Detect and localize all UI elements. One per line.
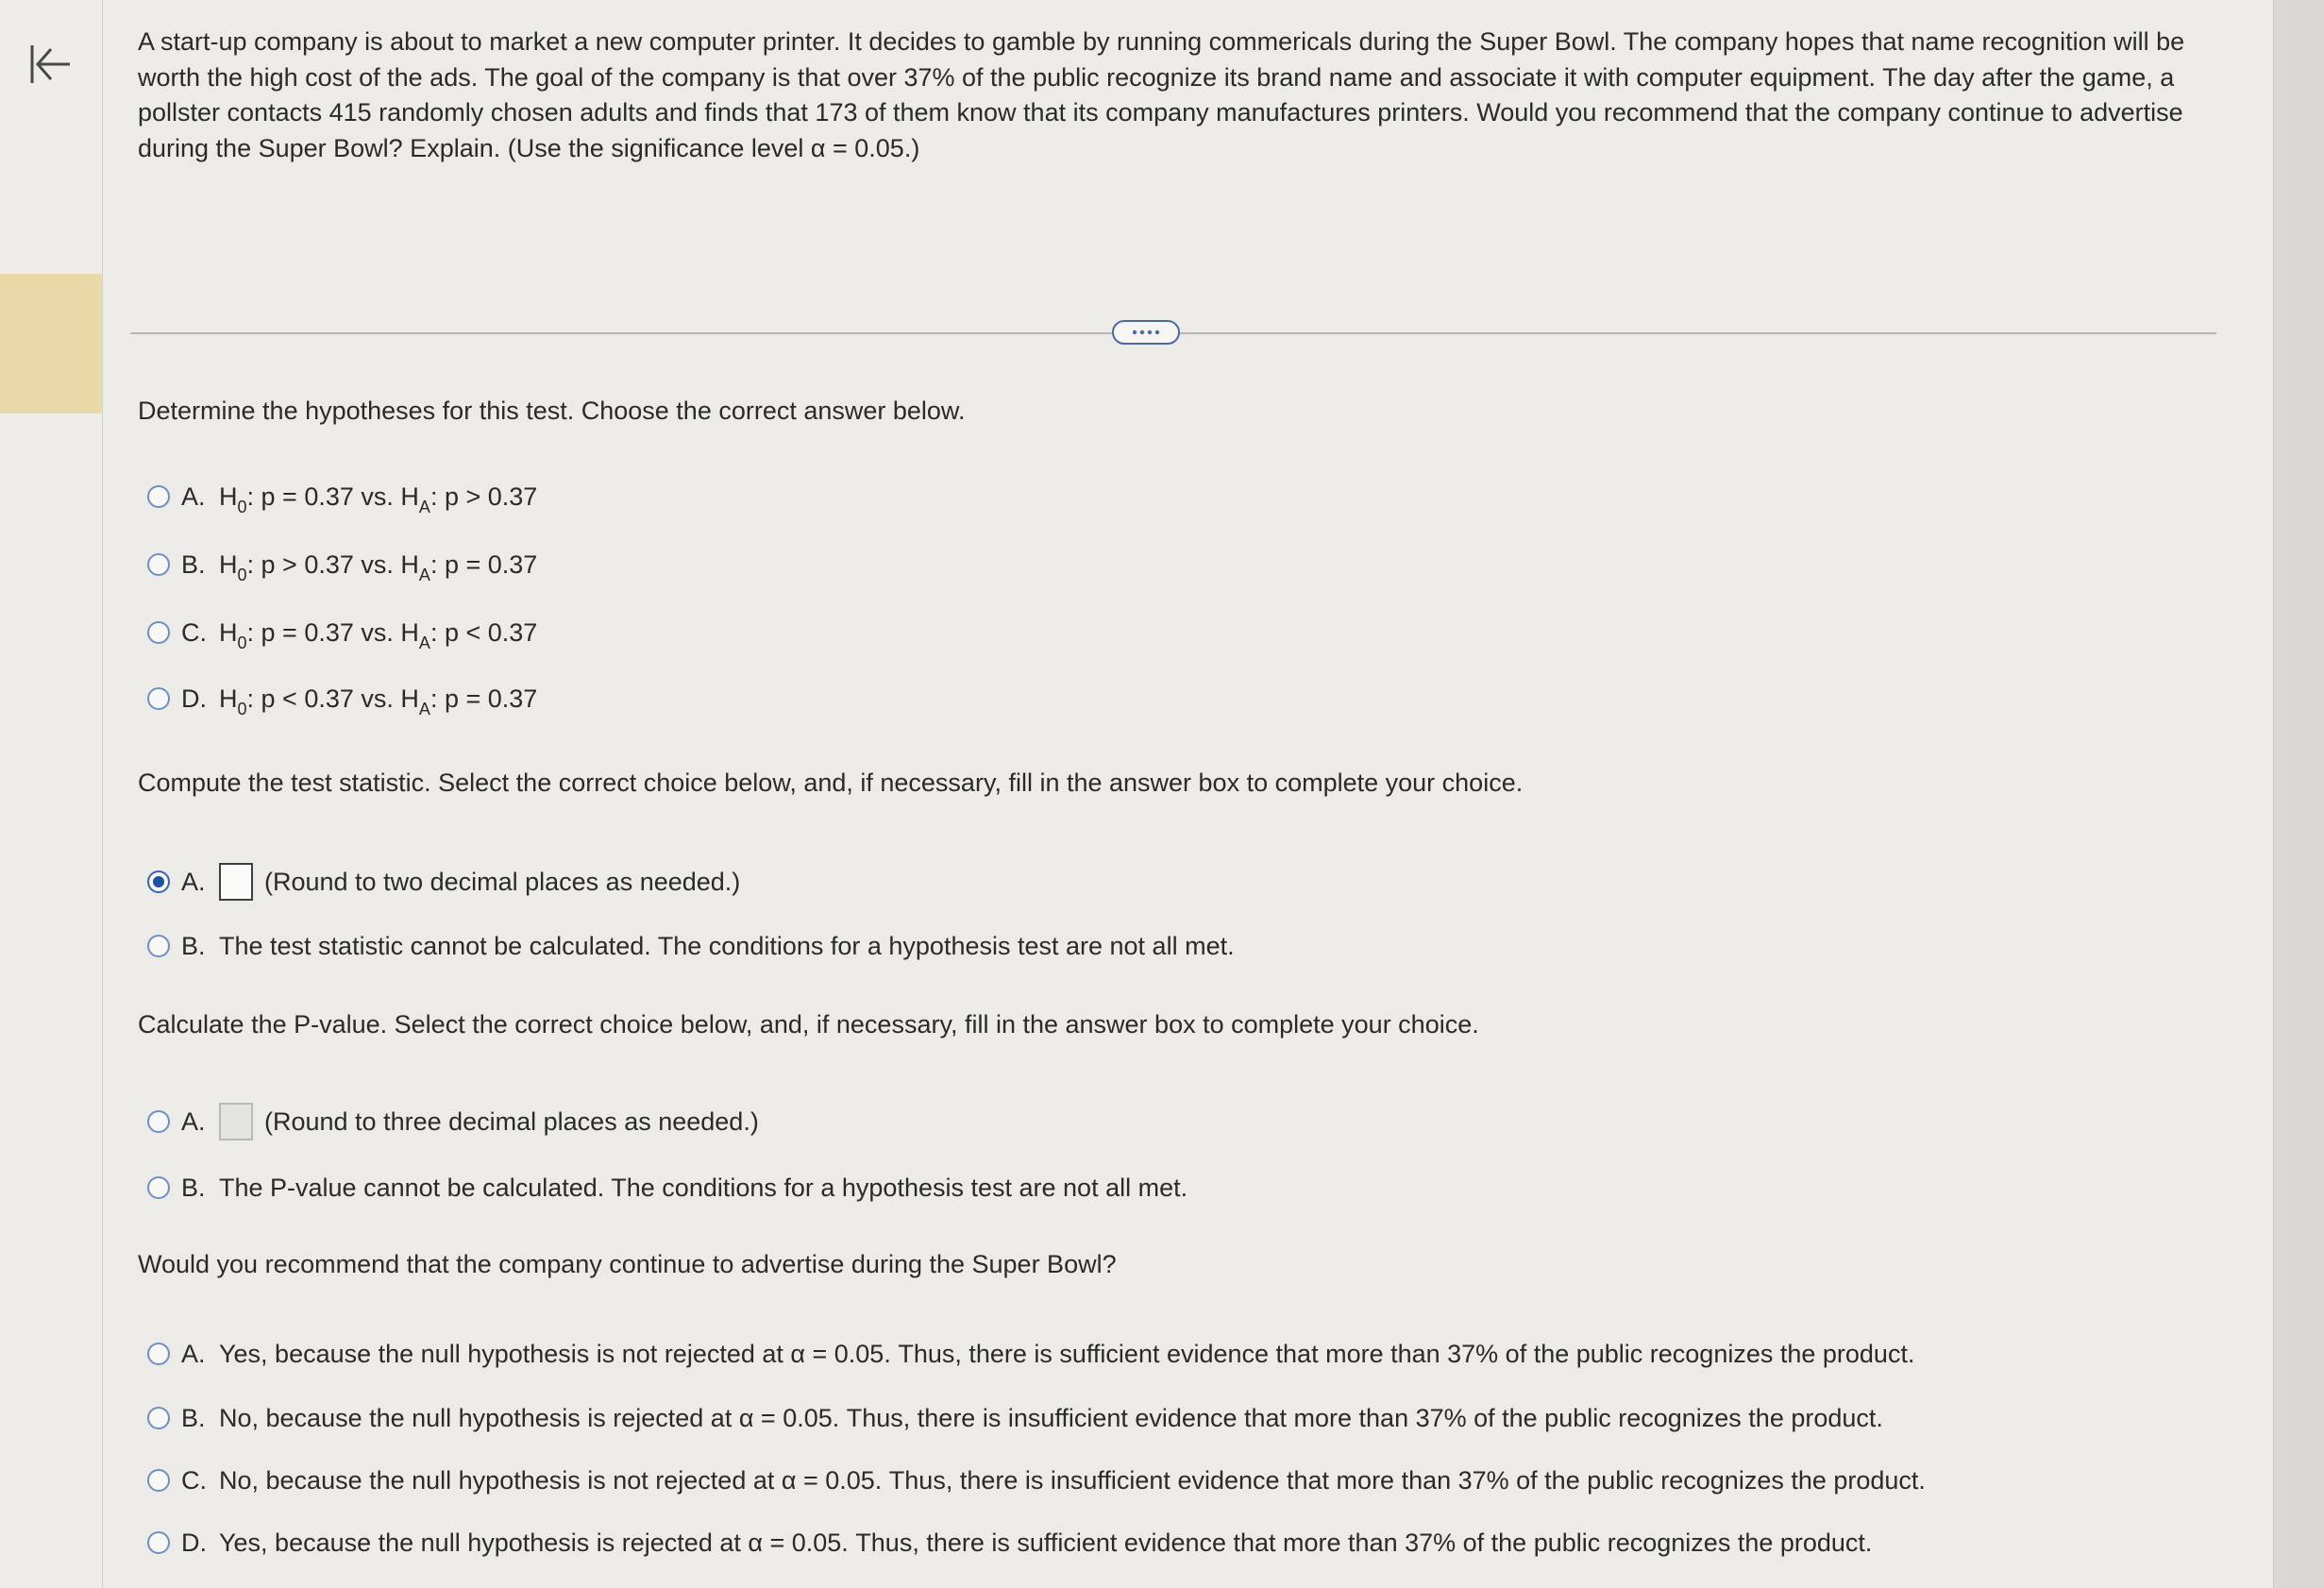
radio-button[interactable]: [147, 935, 170, 957]
option-text: Yes, because the null hypothesis is rejected at α = 0.05. Thus, there is sufficient evidence that more than 37% of the public recognizes the product.: [219, 1528, 1873, 1557]
h0-subscript: 0: [237, 633, 247, 652]
q1-option-b[interactable]: [147, 546, 537, 583]
question-content: [138, 0, 2243, 1588]
radio-button[interactable]: [147, 621, 170, 644]
q4-option-b[interactable]: [147, 1399, 1883, 1437]
ha-symbol: H: [400, 481, 419, 511]
ha-value: p > 0.37: [444, 481, 538, 511]
q4-option-c[interactable]: [147, 1461, 1926, 1499]
h0-symbol: H: [219, 481, 238, 511]
h0-symbol: H: [219, 549, 238, 579]
radio-button[interactable]: [147, 1407, 170, 1429]
q2-prompt: Compute the test statistic. Select the correct choice below, and, if necessary, fill in the answer box to complete your choice.: [138, 769, 1524, 797]
option-text: (Round to two decimal places as needed.): [264, 867, 741, 896]
option-letter: A.: [181, 1339, 206, 1368]
q2-option-a[interactable]: [147, 863, 740, 901]
option-letter: B.: [181, 549, 206, 579]
expand-more-button[interactable]: [1112, 320, 1180, 345]
option-text: $H_0$: p > 0.37 vs. $H_A$: p = 0.37: [219, 549, 538, 584]
option-text: $H_0$: p = 0.37 vs. $H_A$: p < 0.37: [219, 617, 538, 652]
q1-prompt: Determine the hypotheses for this test. Choose the correct answer below.: [138, 397, 966, 425]
ha-value: p < 0.37: [444, 617, 538, 647]
radio-button-selected[interactable]: [147, 870, 170, 893]
option-text: $H_0$: p = 0.37 vs. $H_A$: p > 0.37: [219, 481, 538, 516]
ha-subscript: A: [418, 633, 430, 652]
vs-text: vs.: [361, 684, 394, 713]
q4-option-d[interactable]: [147, 1524, 1872, 1562]
ha-subscript: A: [418, 497, 430, 516]
h0-subscript: 0: [237, 497, 247, 516]
radio-button[interactable]: [147, 553, 170, 576]
option-letter: B.: [181, 1173, 206, 1202]
h0-value: p = 0.37: [261, 617, 354, 647]
option-letter: B.: [181, 931, 206, 960]
option-text: $H_0$: p < 0.37 vs. $H_A$: p = 0.37: [219, 684, 538, 718]
q3-option-b[interactable]: [147, 1169, 1187, 1207]
ha-value: p = 0.37: [444, 549, 538, 579]
test-statistic-answer-box[interactable]: [219, 863, 253, 901]
option-text: No, because the null hypothesis is not rejected at α = 0.05. Thus, there is insufficient evidence that more than 37% of the public recognizes the product.: [219, 1465, 1926, 1495]
ellipsis-icon: [1114, 322, 1178, 343]
ha-symbol: H: [400, 684, 419, 713]
radio-button[interactable]: [147, 485, 170, 508]
option-text: No, because the null hypothesis is rejected at α = 0.05. Thus, there is insufficient evidence that more than 37% of the public recognizes the product.: [219, 1403, 1883, 1432]
vs-text: vs.: [361, 481, 394, 511]
option-letter: A.: [181, 1107, 206, 1136]
option-letter: B.: [181, 1403, 206, 1432]
q1-option-a[interactable]: [147, 478, 537, 515]
q3-prompt: Calculate the P-value. Select the correct choice below, and, if necessary, fill in the answer box to complete your choice.: [138, 1010, 1479, 1039]
option-text: Yes, because the null hypothesis is not rejected at α = 0.05. Thus, there is sufficient evidence that more than 37% of the public recognizes the product.: [219, 1339, 1915, 1368]
radio-button[interactable]: [147, 1531, 170, 1554]
option-letter: D.: [181, 1528, 207, 1557]
p-value-answer-box[interactable]: [219, 1103, 253, 1140]
option-letter: A.: [181, 481, 206, 511]
vs-text: vs.: [361, 617, 394, 647]
ha-symbol: H: [400, 549, 419, 579]
radio-button[interactable]: [147, 1469, 170, 1492]
ha-subscript: A: [418, 565, 430, 584]
option-text: The P-value cannot be calculated. The conditions for a hypothesis test are not all met.: [219, 1173, 1188, 1202]
back-to-start-button[interactable]: [26, 40, 74, 89]
option-letter: D.: [181, 684, 207, 713]
ha-symbol: H: [400, 617, 419, 647]
q1-option-d[interactable]: [147, 680, 537, 718]
ha-value: p = 0.37: [444, 684, 538, 713]
option-letter: A.: [181, 867, 206, 896]
q2-option-b[interactable]: [147, 927, 1235, 965]
problem-statement: A start-up company is about to market a new computer printer. It decides to gamble by running commericals during the Super Bowl. The company hopes that name recognition will be worth the high cost of the ads. The goal of the company is that over 37% of the public recognize its brand name and associate it with computer equipment. The day after the game, a pollster contacts 415 randomly chosen adults and finds that 173 of them know that its company manufactures printers. Would you recommend that the company continue to advertise during the Super Bowl? Explain. (Use the significance level α = 0.05.): [138, 27, 2185, 162]
radio-button[interactable]: [147, 1176, 170, 1199]
q1-option-c[interactable]: [147, 614, 537, 651]
back-to-start-icon: [26, 40, 74, 89]
h0-symbol: H: [219, 684, 238, 713]
h0-symbol: H: [219, 617, 238, 647]
h0-value: p > 0.37: [261, 549, 354, 579]
option-letter: C.: [181, 1465, 207, 1495]
q4-prompt: Would you recommend that the company continue to advertise during the Super Bowl?: [138, 1250, 1117, 1278]
left-rail: [0, 0, 103, 1588]
vs-text: vs.: [361, 549, 394, 579]
q3-option-a[interactable]: [147, 1103, 759, 1140]
ha-subscript: A: [418, 699, 430, 718]
option-text: The test statistic cannot be calculated. The conditions for a hypothesis test are not all met.: [219, 931, 1235, 960]
option-text: (Round to three decimal places as needed.): [264, 1107, 759, 1136]
h0-value: p < 0.37: [261, 684, 354, 713]
h0-value: p = 0.37: [261, 481, 354, 511]
side-tab[interactable]: [0, 274, 102, 414]
h0-subscript: 0: [237, 699, 247, 718]
right-edge-panel: [2273, 0, 2324, 1588]
radio-button[interactable]: [147, 1110, 170, 1133]
radio-button[interactable]: [147, 1343, 170, 1365]
option-letter: C.: [181, 617, 207, 647]
radio-button[interactable]: [147, 687, 170, 710]
q4-option-a[interactable]: [147, 1335, 1914, 1373]
h0-subscript: 0: [237, 565, 247, 584]
